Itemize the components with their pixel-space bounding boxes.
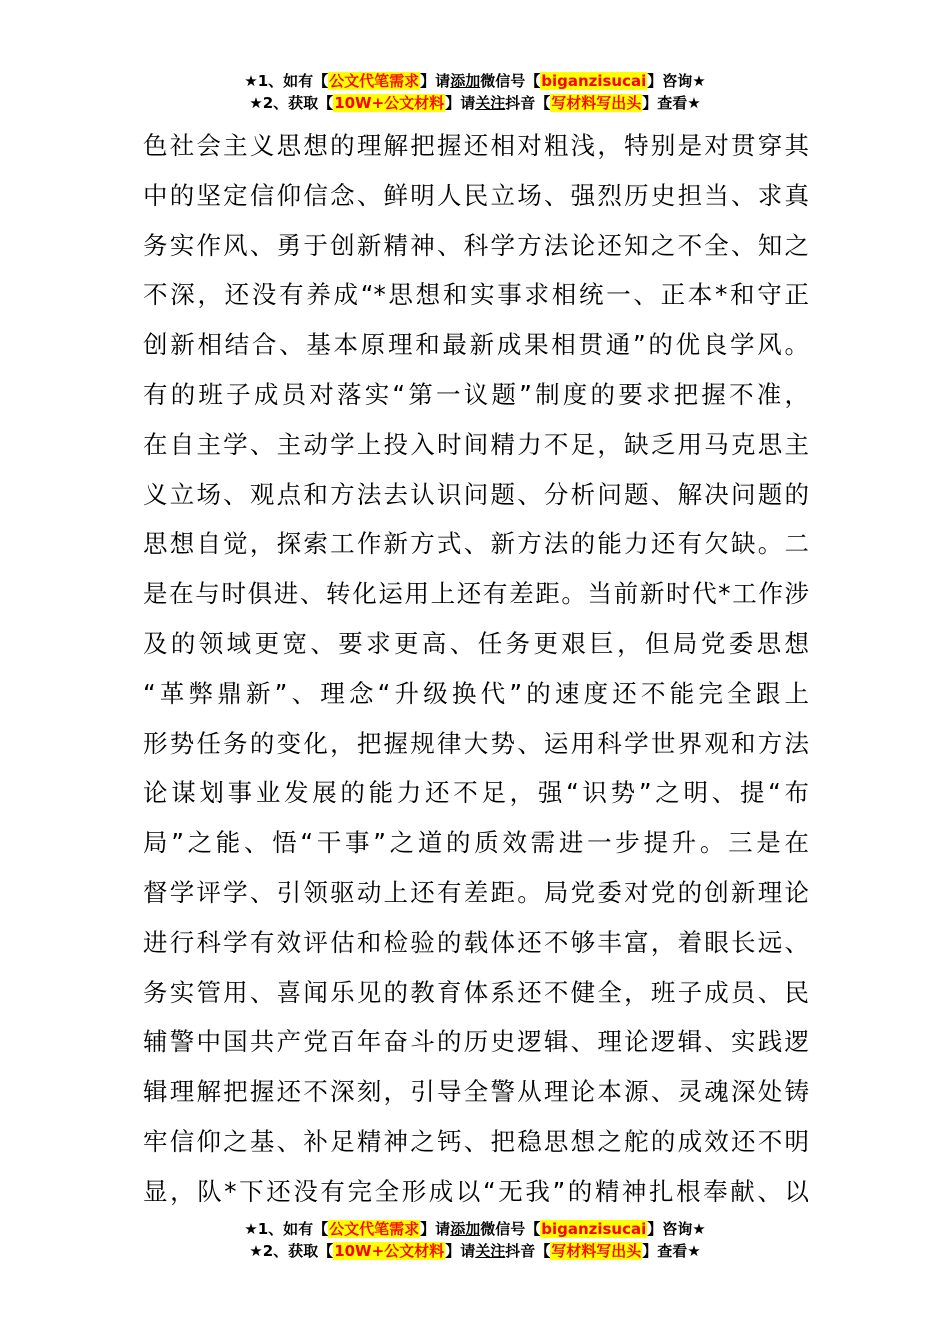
- banner-text: 】查看★: [642, 94, 701, 112]
- text-line: 不深，还没有养成“*思想和实事求相统一、正本*和守正: [143, 280, 809, 310]
- banner-highlight-materials: 10W+公文材料: [334, 94, 445, 112]
- text-line: 辑理解把握还不深刻，引导全警从理论本源、灵魂深处铸: [143, 1077, 809, 1107]
- banner-text: ★1、如有【: [244, 1220, 329, 1238]
- text-line: “革弊鼎新”、理念“升级换代”的速度还不能完全跟上: [143, 678, 809, 708]
- banner-text: ★2、获取【: [249, 1242, 334, 1260]
- banner-highlight-service: 公文代笔需求: [329, 1220, 420, 1238]
- banner-line-2: [0, 92, 950, 114]
- banner-text: 】请: [445, 1242, 476, 1260]
- banner-text: 】请: [420, 72, 451, 90]
- banner-text: 】咨询★: [647, 1220, 706, 1238]
- banner-text: 】查看★: [642, 1242, 701, 1260]
- text-line: 务实作风、勇于创新精神、科学方法论还知之不全、知之: [143, 230, 809, 260]
- text-line: 是在与时俱进、转化运用上还有差距。当前新时代*工作涉: [143, 579, 809, 609]
- text-line: 显，队*下还没有完全形成以“无我”的精神扎根奉献、以: [143, 1176, 809, 1206]
- banner-highlight-service: 公文代笔需求: [329, 72, 420, 90]
- banner-highlight-wechat-id: biganzisucai: [541, 72, 647, 90]
- banner-text: 抖音【: [505, 94, 551, 112]
- footer-banner: [0, 1218, 950, 1262]
- banner-underlined-text: 添加: [450, 72, 481, 90]
- banner-highlight-douyin: 写材料写出头: [551, 94, 642, 112]
- banner-line-2: [0, 1240, 950, 1262]
- banner-line-1: [0, 70, 950, 92]
- banner-text: 】请: [420, 1220, 451, 1238]
- text-line: 局”之能、悟“干事”之道的质效需进一步提升。三是在: [143, 828, 809, 858]
- header-banner: [0, 70, 950, 114]
- banner-highlight-wechat-id: biganzisucai: [541, 1220, 647, 1238]
- banner-text: 微信号【: [480, 72, 541, 90]
- text-line: 在自主学、主动学上投入时间精力不足，缺乏用马克思主: [143, 429, 809, 459]
- banner-text: 】请: [445, 94, 476, 112]
- body-text: [143, 121, 809, 1217]
- banner-text: ★1、如有【: [244, 72, 329, 90]
- text-line: 务实管用、喜闻乐见的教育体系还不健全，班子成员、民: [143, 977, 809, 1007]
- text-line: 及的领域更宽、要求更高、任务更艰巨，但局党委思想: [143, 628, 809, 658]
- banner-line-1: [0, 1218, 950, 1240]
- banner-underlined-text: 关注: [475, 94, 506, 112]
- banner-highlight-douyin: 写材料写出头: [551, 1242, 642, 1260]
- banner-underlined-text: 关注: [475, 1242, 506, 1260]
- text-line: 中的坚定信仰信念、鲜明人民立场、强烈历史担当、求真: [143, 180, 809, 210]
- banner-text: ★2、获取【: [249, 94, 334, 112]
- banner-text: 】咨询★: [647, 72, 706, 90]
- text-line: 督学评学、引领驱动上还有差距。局党委对党的创新理论: [143, 877, 809, 907]
- text-line: 有的班子成员对落实“第一议题”制度的要求把握不准，: [143, 379, 809, 409]
- text-line: 牢信仰之基、补足精神之钙、把稳思想之舵的成效还不明: [143, 1126, 809, 1156]
- text-line: 思想自觉，探索工作新方式、新方法的能力还有欠缺。二: [143, 529, 809, 559]
- banner-text: 抖音【: [505, 1242, 551, 1260]
- text-line: 形势任务的变化，把握规律大势、运用科学世界观和方法: [143, 728, 809, 758]
- text-line: 辅警中国共产党百年奋斗的历史逻辑、理论逻辑、实践逻: [143, 1027, 809, 1057]
- banner-highlight-materials: 10W+公文材料: [334, 1242, 445, 1260]
- banner-text: 微信号【: [480, 1220, 541, 1238]
- banner-underlined-text: 添加: [450, 1220, 481, 1238]
- text-line: 义立场、观点和方法去认识问题、分析问题、解决问题的: [143, 479, 809, 509]
- text-line: 论谋划事业发展的能力还不足，强“识势”之明、提“布: [143, 778, 809, 808]
- text-line: 进行科学有效评估和检验的载体还不够丰富，着眼长远、: [143, 927, 809, 957]
- text-line: 色社会主义思想的理解把握还相对粗浅，特别是对贯穿其: [143, 131, 809, 160]
- text-line: 创新相结合、基本原理和最新成果相贯通”的优良学风。: [143, 330, 809, 360]
